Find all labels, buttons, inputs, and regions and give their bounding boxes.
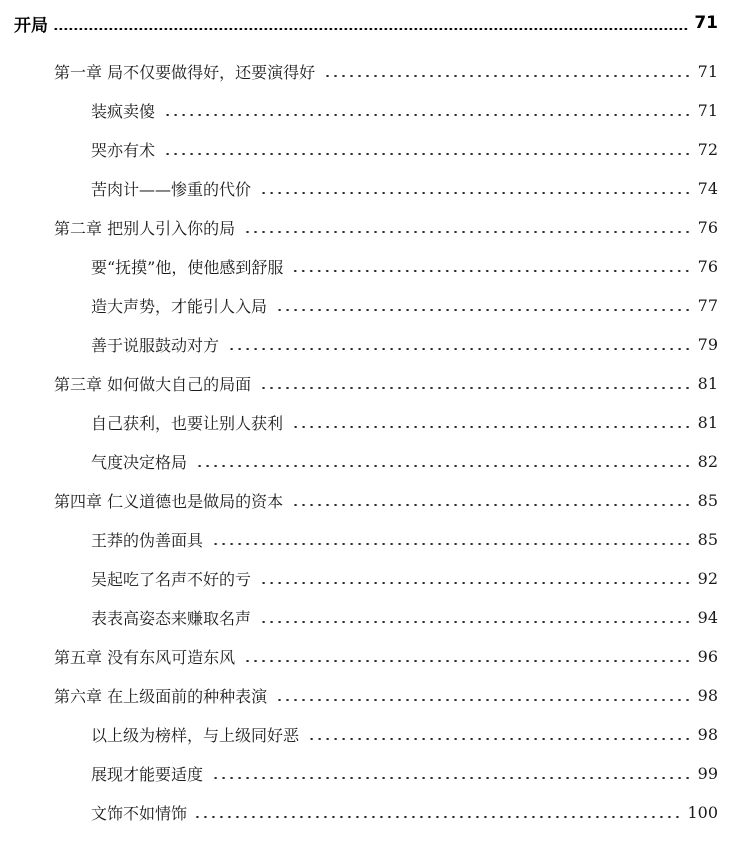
dot-leader — [321, 75, 692, 77]
toc-page-number: 77 — [697, 295, 718, 315]
toc-part-heading[interactable] — [14, 9, 718, 37]
toc-entry-title: 善于说服鼓动对方 — [91, 335, 220, 355]
dot-leader — [257, 192, 692, 194]
toc-section-entry[interactable] — [91, 447, 718, 475]
dot-leader — [257, 582, 692, 584]
toc-page-number: 76 — [697, 256, 718, 276]
dot-leader — [305, 738, 692, 740]
toc-entry-title: 第二章 把别人引入你的局 — [54, 218, 236, 238]
dot-leader — [225, 348, 692, 350]
toc-section-entry[interactable] — [91, 174, 718, 202]
toc-section-entry[interactable] — [91, 252, 718, 280]
dot-leader — [54, 28, 688, 30]
toc-chapter-entry[interactable] — [54, 642, 718, 670]
toc-page-number: 81 — [697, 373, 718, 393]
toc-section-entry[interactable] — [91, 798, 718, 826]
dot-leader — [241, 231, 692, 233]
toc-entry-title: 王莽的伪善面具 — [91, 530, 204, 550]
toc-page-number: 76 — [697, 217, 718, 237]
toc-chapter-entry[interactable] — [54, 213, 718, 241]
toc-entry-title: 文饰不如情饰 — [91, 803, 188, 823]
toc-entry-title: 第四章 仁义道德也是做局的资本 — [54, 491, 284, 511]
toc-page-number: 79 — [697, 334, 718, 354]
toc-page-number: 82 — [697, 451, 718, 471]
dot-leader — [257, 621, 692, 623]
toc-entry-title: 自己获利，也要让别人获利 — [91, 413, 284, 433]
toc-page-number: 72 — [697, 139, 718, 159]
toc-entry-title: 第三章 如何做大自己的局面 — [54, 374, 252, 394]
toc-chapter-entry[interactable] — [54, 369, 718, 397]
toc-chapter-entry[interactable] — [54, 57, 718, 85]
toc-section-entry[interactable] — [91, 291, 718, 319]
toc-chapter-entry[interactable] — [54, 681, 718, 709]
toc-section-entry[interactable] — [91, 330, 718, 358]
toc-section-entry[interactable] — [91, 564, 718, 592]
toc-entry-title: 第一章 局不仅要做得好，还要演得好 — [54, 62, 316, 82]
toc-entry-title: 第六章 在上级面前的种种表演 — [54, 686, 268, 706]
toc-page-number: 98 — [697, 724, 718, 744]
dot-leader — [257, 387, 692, 389]
toc-section-entry[interactable] — [91, 96, 718, 124]
dot-leader — [209, 777, 692, 779]
toc-entry-title: 表表高姿态来赚取名声 — [91, 608, 252, 628]
toc-page-number: 74 — [697, 178, 718, 198]
dot-leader — [193, 465, 692, 467]
toc-entry-title: 气度决定格局 — [91, 452, 188, 472]
dot-leader — [289, 426, 692, 428]
toc-entry-title: 吴起吃了名声不好的亏 — [91, 569, 252, 589]
toc-section-entry[interactable] — [91, 525, 718, 553]
toc-page-number: 92 — [697, 568, 718, 588]
toc-page-number: 85 — [697, 490, 718, 510]
dot-leader — [273, 699, 692, 701]
toc-page-number: 94 — [697, 607, 718, 627]
dot-leader — [273, 309, 692, 311]
toc-section-entry[interactable] — [91, 759, 718, 787]
toc-entry-title: 第五章 没有东风可造东风 — [54, 647, 236, 667]
toc-chapter-entry[interactable] — [54, 486, 718, 514]
toc-entry-title: 以上级为榜样，与上级同好恶 — [91, 725, 300, 745]
toc-entry-title: 造大声势，才能引人入局 — [91, 296, 268, 316]
toc-page-number: 71 — [697, 61, 718, 81]
toc-entry-title: 展现才能要适度 — [91, 764, 204, 784]
toc-page-number: 71 — [697, 100, 718, 120]
toc-page-number: 98 — [697, 685, 718, 705]
dot-leader — [289, 504, 692, 506]
dot-leader — [241, 660, 692, 662]
dot-leader — [161, 153, 692, 155]
toc-entry-title: 哭亦有术 — [91, 140, 156, 160]
dot-leader — [209, 543, 692, 545]
toc-page-number: 96 — [697, 646, 718, 666]
dot-leader — [193, 816, 681, 818]
toc-page-number: 81 — [697, 412, 718, 432]
toc-section-entry[interactable] — [91, 408, 718, 436]
toc-page-number: 85 — [697, 529, 718, 549]
dot-leader — [161, 114, 692, 116]
toc-page-number: 100 — [687, 802, 718, 822]
toc-entry-title: 苦肉计——惨重的代价 — [91, 179, 252, 199]
toc-section-entry[interactable] — [91, 720, 718, 748]
toc-entry-title: 装疯卖傻 — [91, 101, 156, 121]
toc-section-entry[interactable] — [91, 603, 718, 631]
dot-leader — [289, 270, 691, 272]
toc-page-number: 99 — [697, 763, 718, 783]
toc-part-title: 开局 — [14, 15, 48, 36]
toc-page-number: 71 — [694, 13, 718, 33]
toc-entry-title: 要“抚摸”他，使他感到舒服 — [91, 257, 284, 277]
toc-section-entry[interactable] — [91, 135, 718, 163]
